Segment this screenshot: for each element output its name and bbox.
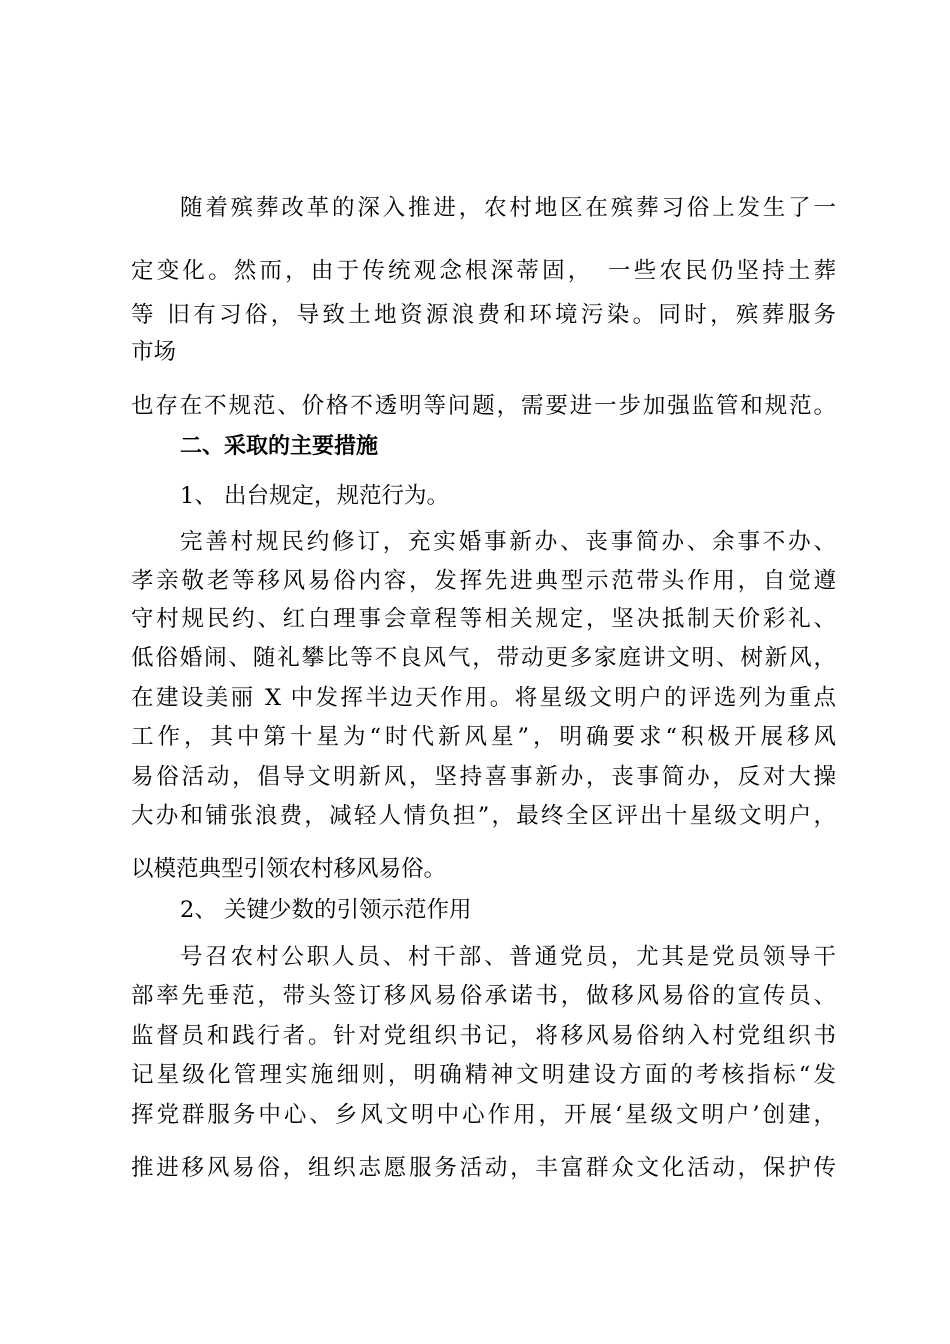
paragraph-3-line-1: 号召农村公职人员、村干部、普通党员，尤其是党员领导干 bbox=[180, 944, 836, 970]
section-heading: 二、采取的主要措施 bbox=[180, 434, 379, 459]
paragraph-3-line-2: 部率先垂范，带头签订移风易俗承诺书，做移风易俗的宣传员、 bbox=[131, 983, 836, 1009]
paragraph-2-line-6: 工作，其中第十星为“时代新风星”，明确要求“积极开展移风 bbox=[131, 724, 836, 750]
paragraph-2-line-3: 守村规民约、红白理事会章程等相关规定，坚决抵制天价彩礼、 bbox=[131, 606, 836, 632]
paragraph-3-line-4: 记星级化管理实施细则，明确精神文明建设方面的考核指标“发 bbox=[131, 1062, 836, 1088]
paragraph-1-line-4: 市场 bbox=[131, 339, 177, 365]
subsection-2-title: 2、 关键少数的引领示范作用 bbox=[180, 897, 472, 923]
paragraph-2-line-1: 完善村规民约修订，充实婚事新办、丧事简办、余事不办、 bbox=[180, 529, 836, 555]
paragraph-1-line-2: 定变化。然而，由于传统观念根深蒂固， 一些农民仍坚持土葬 bbox=[131, 258, 836, 284]
paragraph-2-line-5: 在建设美丽 X 中发挥半边天作用。将星级文明户的评选列为重点 bbox=[131, 685, 836, 711]
paragraph-3-line-5: 挥党群服务中心、乡风文明中心作用，开展‘星级文明户’创建， bbox=[131, 1102, 836, 1128]
paragraph-1-line-1: 随着殡葬改革的深入推进，农村地区在殡葬习俗上发生了一 bbox=[180, 195, 836, 221]
paragraph-3-line-3: 监督员和践行者。针对党组织书记，将移风易俗纳入村党组织书 bbox=[131, 1023, 836, 1049]
paragraph-2-line-2: 孝亲敬老等移风易俗内容，发挥先进典型示范带头作用，自觉遵 bbox=[131, 568, 836, 594]
paragraph-1-line-3: 等 旧有习俗，导致土地资源浪费和环境污染。同时，殡葬服务 bbox=[131, 302, 836, 328]
paragraph-1-line-5: 也存在不规范、价格不透明等问题，需要进一步加强监管和规范。 bbox=[131, 393, 836, 419]
paragraph-2-line-7: 易俗活动，倡导文明新风，坚持喜事新办，丧事简办，反对大操 bbox=[131, 764, 836, 790]
paragraph-2-line-8: 大办和铺张浪费，减轻人情负担”，最终全区评出十星级文明户， bbox=[131, 803, 836, 829]
subsection-1-title: 1、 出台规定，规范行为。 bbox=[180, 483, 449, 509]
paragraph-2-line-9: 以模范典型引领农村移风易俗。 bbox=[131, 856, 447, 882]
paragraph-3-line-6: 推进移风易俗，组织志愿服务活动，丰富群众文化活动，保护传 bbox=[131, 1155, 836, 1181]
paragraph-2-line-4: 低俗婚闹、随礼攀比等不良风气，带动更多家庭讲文明、树新风， bbox=[131, 645, 836, 671]
